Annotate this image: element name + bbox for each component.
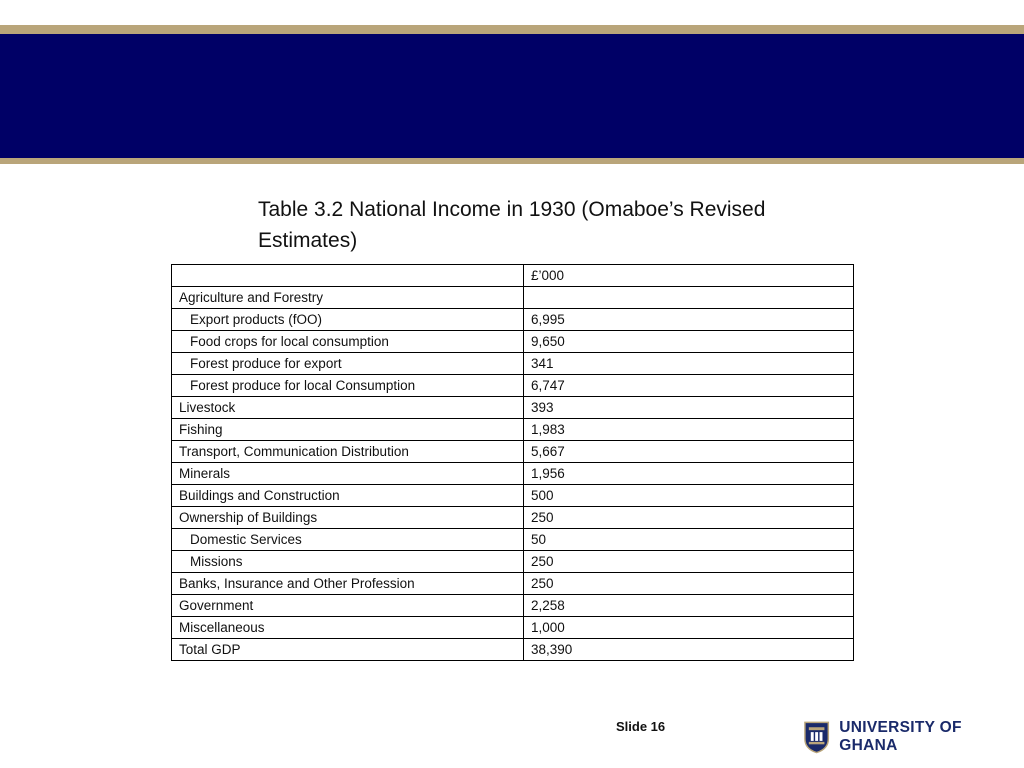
row-label: Minerals [172, 463, 524, 485]
table-header-row [172, 265, 854, 287]
row-label: Agriculture and Forestry [172, 287, 524, 309]
slide-number: Slide 16 [616, 719, 666, 734]
table-row [172, 507, 854, 529]
table-row [172, 309, 854, 331]
row-label: Forest produce for local Consumption [172, 375, 524, 397]
row-value: 2,258 [524, 595, 854, 617]
row-value: 393 [524, 397, 854, 419]
row-label: Missions [172, 551, 524, 573]
header-bottom-stripe [0, 158, 1024, 164]
row-value: 250 [524, 573, 854, 595]
table-row [172, 529, 854, 551]
table-row [172, 573, 854, 595]
row-label: Banks, Insurance and Other Profession [172, 573, 524, 595]
table-row [172, 375, 854, 397]
row-label: Miscellaneous [172, 617, 524, 639]
university-logo [802, 718, 1020, 756]
row-value [524, 287, 854, 309]
table-row [172, 551, 854, 573]
table-row [172, 441, 854, 463]
header-unit-cell: £’000 [524, 265, 854, 287]
table-row [172, 617, 854, 639]
row-value: 250 [524, 507, 854, 529]
row-value: 1,983 [524, 419, 854, 441]
row-value: 50 [524, 529, 854, 551]
row-value: 9,650 [524, 331, 854, 353]
row-value: 250 [524, 551, 854, 573]
table-row [172, 419, 854, 441]
row-label: Total GDP [172, 639, 524, 661]
national-income-table [171, 264, 854, 661]
table-row [172, 331, 854, 353]
header-banner [0, 34, 1024, 158]
table-row [172, 485, 854, 507]
table-row [172, 353, 854, 375]
university-crest-icon [802, 719, 831, 755]
row-value: 6,747 [524, 375, 854, 397]
row-value: 341 [524, 353, 854, 375]
table-row [172, 287, 854, 309]
university-name: UNIVERSITY OF GHANA [839, 719, 962, 754]
row-label: Buildings and Construction [172, 485, 524, 507]
row-value: 5,667 [524, 441, 854, 463]
row-label: Forest produce for export [172, 353, 524, 375]
row-label: Livestock [172, 397, 524, 419]
row-label: Fishing [172, 419, 524, 441]
row-value: 1,956 [524, 463, 854, 485]
table-row [172, 463, 854, 485]
row-label: Transport, Communication Distribution [172, 441, 524, 463]
row-value: 38,390 [524, 639, 854, 661]
row-value: 6,995 [524, 309, 854, 331]
table-title: Table 3.2 National Income in 1930 (Omaboe’s Revised Estimates) [258, 198, 766, 252]
table-row [172, 595, 854, 617]
row-label: Domestic Services [172, 529, 524, 551]
table-row [172, 397, 854, 419]
row-label: Food crops for local consumption [172, 331, 524, 353]
header-label-cell [172, 265, 524, 287]
row-label: Export products (fOO) [172, 309, 524, 331]
row-value: 1,000 [524, 617, 854, 639]
table-row [172, 639, 854, 661]
header-gold-stripe [0, 25, 1024, 34]
row-label: Government [172, 595, 524, 617]
row-value: 500 [524, 485, 854, 507]
row-label: Ownership of Buildings [172, 507, 524, 529]
